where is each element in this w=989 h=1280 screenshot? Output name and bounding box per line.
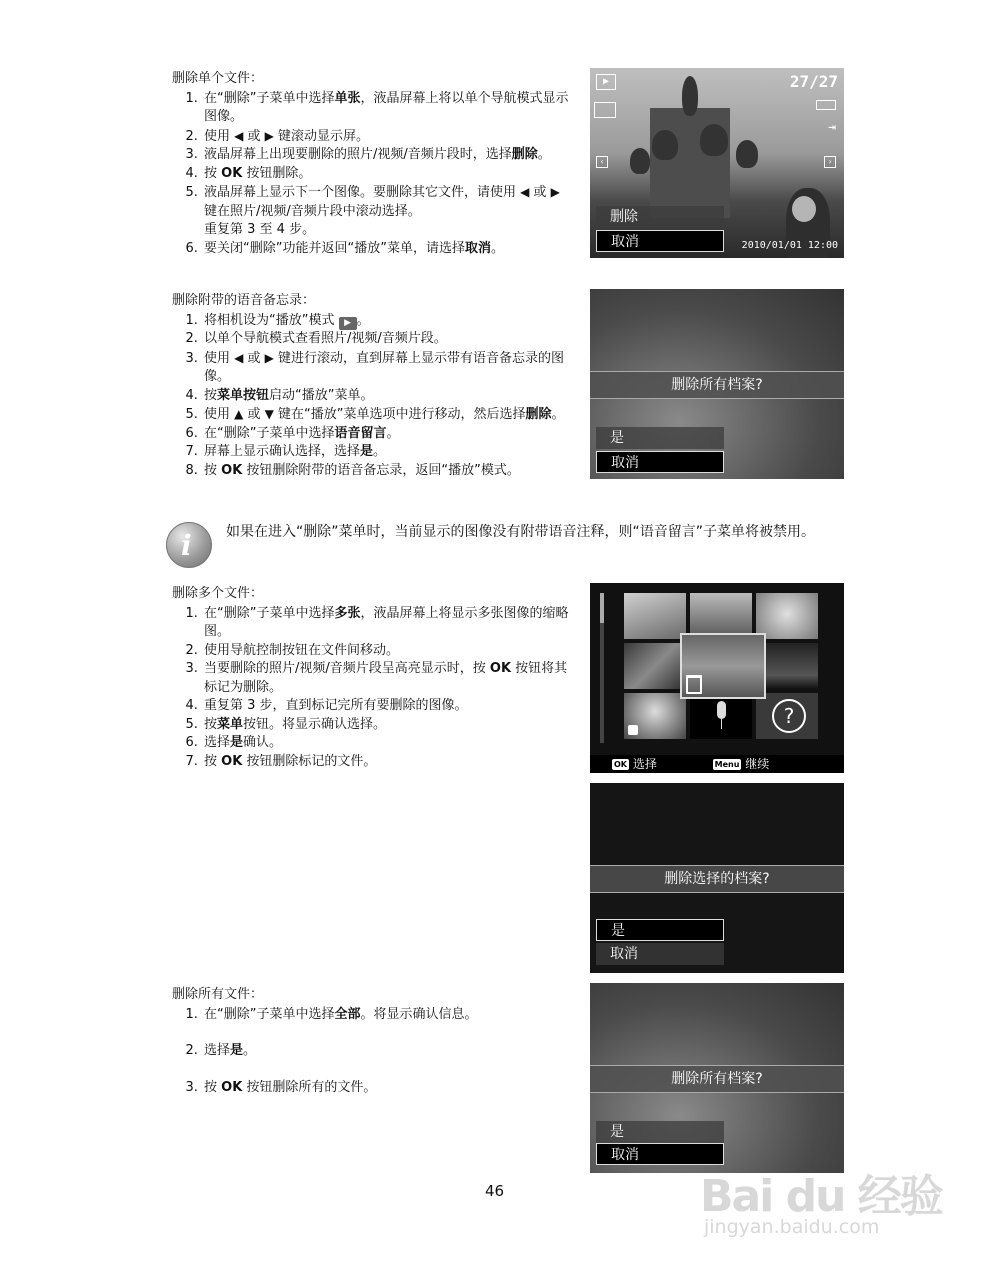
down-arrow-icon: ▼ xyxy=(264,407,274,421)
list-item: 7. 按 OK 按钮删除标记的文件。 xyxy=(202,753,574,772)
step-list xyxy=(164,1006,574,1098)
menu-option-yes[interactable]: 是 xyxy=(596,1121,724,1143)
list-item: 8. 按 OK 按钮删除附带的语音备忘录，返回“播放”模式。 xyxy=(202,462,574,481)
right-arrow-icon: ▶ xyxy=(264,128,274,143)
menu-option-cancel[interactable]: 取消 xyxy=(596,451,724,473)
list-item: 2. 使用 ◀ 或 ▶ 键滚动显示屏。 xyxy=(202,127,574,147)
info-icon: i xyxy=(166,522,212,568)
note-text: 如果在进入“删除”菜单时，当前显示的图像没有附带语音注释，则“语音留言”子菜单将被禁用。 xyxy=(226,524,816,540)
battery-icon xyxy=(816,100,836,110)
section-delete-single xyxy=(164,70,574,258)
left-nav-icon[interactable]: ‹ xyxy=(596,156,608,168)
image-counter: 27/27 xyxy=(789,72,838,91)
confirm-prompt: 删除所有档案? xyxy=(590,1065,844,1093)
list-item: 3. 当要删除的照片/视频/音频片段呈高亮显示时，按 OK 按钮将其标记为删除。 xyxy=(202,660,574,697)
list-item: 7. 屏幕上显示确认选择，选择是。 xyxy=(202,443,574,462)
up-arrow-icon: ▲ xyxy=(234,407,244,421)
menu-option-cancel[interactable]: 取消 xyxy=(596,230,724,252)
watermark xyxy=(700,1160,960,1260)
menu-option-cancel[interactable]: 取消 xyxy=(596,1143,724,1165)
step-list xyxy=(164,605,574,772)
thumbnail-hint-bar xyxy=(590,755,844,773)
menu-option-cancel[interactable]: 取消 xyxy=(596,943,724,965)
menu-hint-label: 继续 xyxy=(745,757,770,771)
ok-hint-label: 选择 xyxy=(632,757,657,771)
right-arrow-icon: ▶ xyxy=(550,185,560,199)
list-item: 2. 以单个导航模式查看照片/视频/音频片段。 xyxy=(202,330,574,349)
left-arrow-icon: ◀ xyxy=(520,185,530,199)
list-item: 6. 选择是确认。 xyxy=(202,734,574,753)
list-item: 1. 将相机设为“播放”模式 ▶ 。 xyxy=(202,312,574,331)
list-item: 4. 按 OK 按钮删除。 xyxy=(202,165,574,184)
screen-single-delete xyxy=(590,68,844,258)
list-item: 4. 重复第 3 步，直到标记完所有要删除的图像。 xyxy=(202,697,574,716)
scrollbar-thumb[interactable] xyxy=(600,593,604,623)
microphone-stand xyxy=(721,719,722,729)
list-item: 5. 液晶屏幕上显示下一个图像。要删除其它文件，请使用 ◀ 或 ▶ 键在照片/视频/音频片段中滚动选择。 重复第 3 至 4 步。 xyxy=(202,183,574,240)
trash-icon xyxy=(686,675,702,694)
section-title: 删除单个文件： xyxy=(172,71,264,86)
date-stamp: 2010/01/01 12:00 xyxy=(741,240,838,251)
section-delete-all xyxy=(164,986,574,1097)
list-item: 3. 液晶屏幕上出现要删除的照片/视频/音频片段时，选择删除。 xyxy=(202,146,574,165)
right-arrow-icon: ▶ xyxy=(264,350,274,365)
list-item: 2. 使用导航控制按钮在文件间移动。 xyxy=(202,642,574,661)
right-nav-icon[interactable]: › xyxy=(824,156,836,168)
section-delete-memo xyxy=(164,292,574,480)
menu-option-yes[interactable]: 是 xyxy=(596,427,724,449)
section-title: 删除所有文件： xyxy=(172,987,264,1002)
watermark-brand: Bai du 经验 xyxy=(700,1171,942,1222)
thumbnail[interactable] xyxy=(624,643,686,689)
microphone-icon xyxy=(717,701,726,719)
section-delete-multiple xyxy=(164,585,574,771)
list-item: 3. 使用 ◀ 或 ▶ 键进行滚动，直到屏幕上显示带有语音备忘录的图像。 xyxy=(202,349,574,387)
left-arrow-icon: ◀ xyxy=(234,128,244,143)
screen-thumbnails xyxy=(590,583,844,773)
playback-button-icon: ▶ xyxy=(339,317,357,330)
watermark-url: jingyan.baidu.com xyxy=(704,1216,880,1238)
section-title: 删除附带的语音备忘录： xyxy=(172,293,316,308)
thumbnail[interactable] xyxy=(624,593,686,639)
step-list xyxy=(164,312,574,481)
list-item: 1. 在“删除”子菜单中选择全部。将显示确认信息。 xyxy=(202,1006,574,1025)
step-list xyxy=(164,90,574,259)
playback-mode-icon: ▶ xyxy=(596,74,616,90)
protect-icon: ⇥ xyxy=(828,120,836,135)
list-item: 2. 选择是。 xyxy=(202,1042,574,1061)
confirm-prompt: 删除选择的档案? xyxy=(590,865,844,893)
screen-delete-selected-confirm xyxy=(590,783,844,973)
menu-key-icon: Menu xyxy=(714,760,740,769)
list-item: 5. 按菜单按钮。将显示确认选择。 xyxy=(202,716,574,735)
info-note xyxy=(166,520,826,568)
list-item: 4. 按菜单按钮启动“播放”菜单。 xyxy=(202,387,574,406)
list-item: 1. 在“删除”子菜单中选择单张，液晶屏幕上将以单个导航模式显示图像。 xyxy=(202,90,574,127)
list-item: 3. 按 OK 按钮删除所有的文件。 xyxy=(202,1079,574,1098)
screen-delete-all-confirm xyxy=(590,983,844,1173)
menu-option-delete[interactable]: 删除 xyxy=(596,206,724,228)
list-item: 6. 要关闭“删除”功能并返回“播放”菜单，请选择取消。 xyxy=(202,240,574,259)
list-item: 6. 在“删除”子菜单中选择语音留言。 xyxy=(202,425,574,444)
list-item: 5. 使用 ▲ 或 ▼ 键在“播放”菜单选项中进行移动，然后选择删除。 xyxy=(202,405,574,425)
list-item: 1. 在“删除”子菜单中选择多张，液晶屏幕上将显示多张图像的缩略图。 xyxy=(202,605,574,642)
confirm-prompt: 删除所有档案? xyxy=(590,371,844,399)
page-number: 46 xyxy=(484,1182,505,1200)
question-icon: ? xyxy=(772,699,806,733)
image-size-icon xyxy=(594,102,616,118)
left-arrow-icon: ◀ xyxy=(234,350,244,365)
menu-option-yes[interactable]: 是 xyxy=(596,919,724,941)
screen-delete-memo-confirm xyxy=(590,289,844,479)
section-title: 删除多个文件： xyxy=(172,586,264,601)
lock-icon xyxy=(628,725,638,735)
ok-key-icon: OK xyxy=(614,760,627,769)
